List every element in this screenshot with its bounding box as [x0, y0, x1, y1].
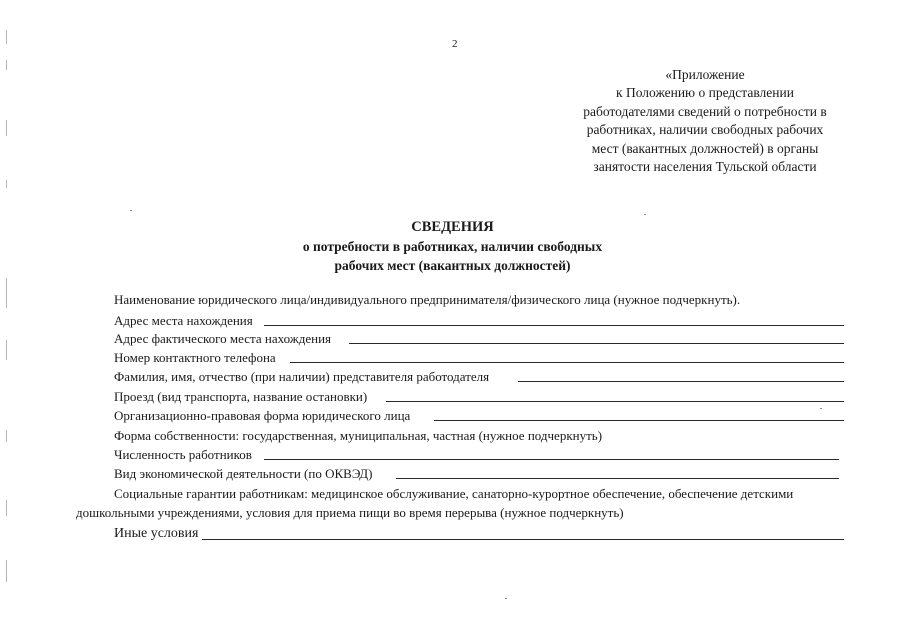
other-conditions-label: Иные условия [114, 526, 199, 541]
appendix-line: занятости населения Тульской области [593, 159, 817, 175]
legal-name-label: Наименование юридического лица/индивидуального предпринимателя/физического лица (нужное подчеркнуть). [114, 292, 741, 307]
title-subtitle-line1: о потребности в работниках, наличии свободных [302, 239, 603, 254]
actual-address-fill-line[interactable] [349, 343, 844, 344]
actual-address-label: Адрес фактического места нахождения [114, 331, 332, 346]
margin-mark [6, 560, 7, 582]
document-title [210, 218, 695, 275]
margin-mark [6, 30, 7, 44]
phone-label: Номер контактного телефона [114, 350, 276, 365]
legal-form-fill-line[interactable] [434, 420, 844, 421]
ownership-label: Форма собственности: государственная, муниципальная, частная (нужное подчеркнуть) [114, 428, 603, 443]
margin-mark [6, 278, 7, 308]
other-conditions-fill-line[interactable] [202, 539, 844, 540]
address-label: Адрес места нахождения [114, 313, 253, 328]
legal-form-label: Организационно-правовая форма юридического лица [114, 408, 411, 423]
appendix-line: работниках, наличии свободных рабочих [586, 122, 824, 138]
transport-label: Проезд (вид транспорта, название остановки) [114, 389, 368, 404]
employees-fill-line[interactable] [264, 459, 839, 460]
social-guarantees-line1: Социальные гарантии работникам: медицинское обслуживание, санаторно-курортное обеспечение, обеспечение детскими [114, 486, 794, 501]
transport-fill-line[interactable] [386, 401, 844, 402]
social-guarantees-line2: дошкольными учреждениями, условия для приема пищи во время перерыва (нужное подчеркнуть) [76, 505, 624, 520]
title-main: СВЕДЕНИЯ [411, 219, 494, 235]
scan-speck [820, 408, 822, 409]
appendix-line: мест (вакантных должностей) в органы [591, 140, 819, 156]
page-number: 2 [452, 38, 458, 50]
phone-fill-line[interactable] [290, 362, 844, 363]
representative-label: Фамилия, имя, отчество (при наличии) представителя работодателя [114, 369, 490, 384]
appendix-line: к Положению о представлении [616, 85, 794, 101]
scan-speck [644, 214, 646, 215]
margin-mark [6, 340, 7, 360]
appendix-line: работодателями сведений о потребности в [583, 103, 827, 119]
address-fill-line[interactable] [264, 325, 844, 326]
margin-mark [6, 430, 7, 442]
title-subtitle-line2: рабочих мест (вакантных должностей) [334, 258, 571, 273]
margin-mark [6, 180, 7, 188]
appendix-line: «Приложение [665, 67, 745, 82]
scan-speck [505, 598, 507, 599]
margin-mark [6, 120, 7, 136]
okved-fill-line[interactable] [396, 478, 839, 479]
employees-label: Численность работников [114, 447, 252, 462]
margin-mark [6, 60, 7, 70]
okved-label: Вид экономической деятельности (по ОКВЭД) [114, 466, 373, 481]
scan-speck [130, 210, 132, 211]
margin-mark [6, 500, 7, 516]
appendix-header [560, 66, 850, 176]
representative-fill-line[interactable] [518, 381, 844, 382]
